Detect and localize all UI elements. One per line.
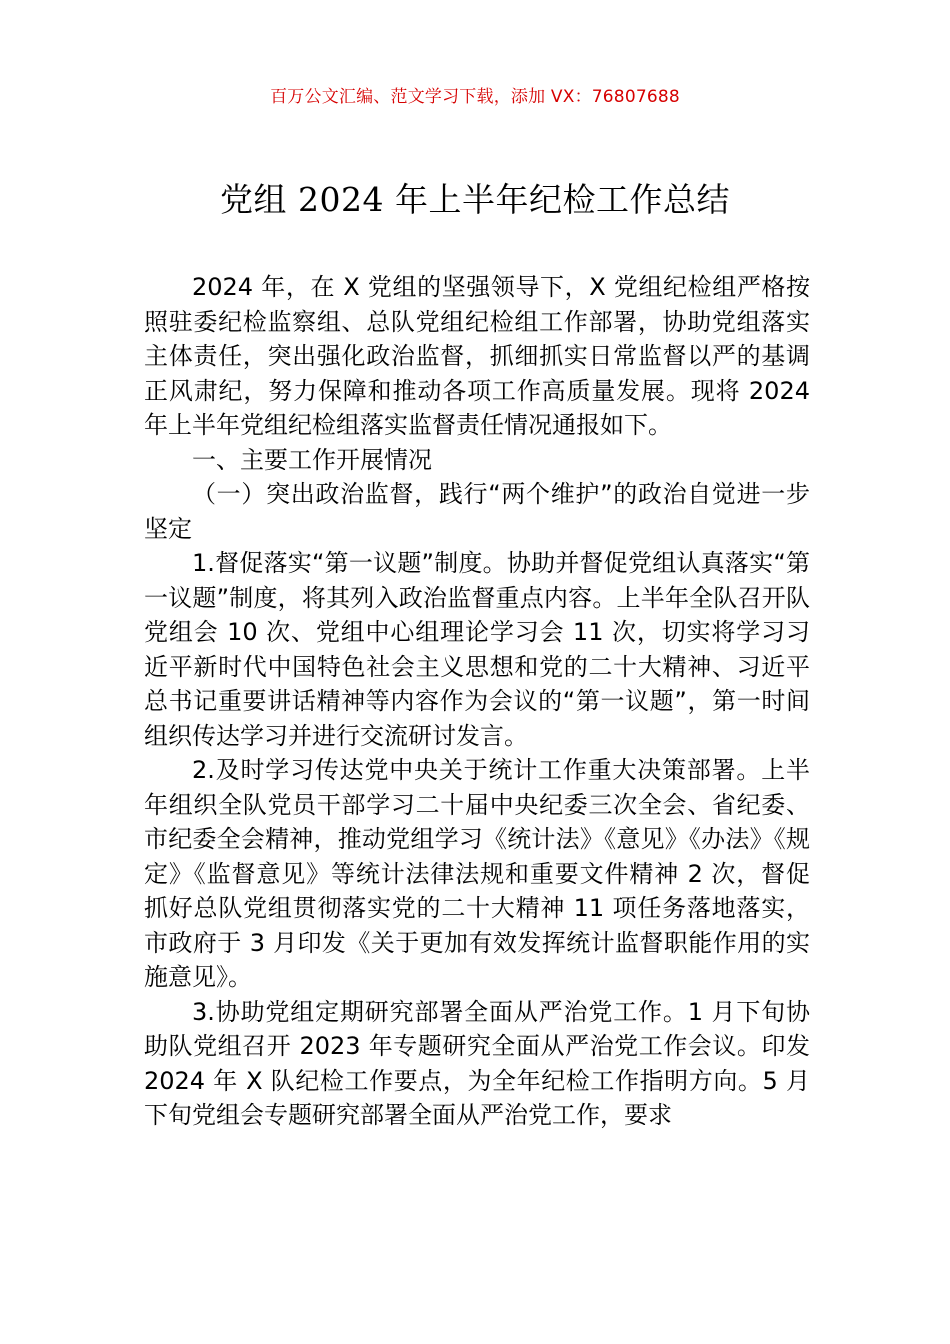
body-paragraph: 1.督促落实“第一议题”制度。协助并督促党组认真落实“第一议题”制度，将其列入政治监督重点内容。上半年全队召开队党组会 10 次、党组中心组理论学习会 11 次，切实将学习习近平新时代中国特色社会主义思想和党的二十大精神、习近平总书记重要讲话精神等内容作为会议的“第一议题”，第一时间组织传达学习并进行交流研讨发言。 — [144, 549, 810, 750]
watermark-header: 百万公文汇编、范文学习下载，添加 VX：76807688 — [270, 87, 680, 107]
document-body — [144, 270, 810, 1133]
section-heading: 一、主要工作开展情况 — [192, 445, 432, 474]
document-title: 党组 2024 年上半年纪检工作总结 — [220, 180, 730, 219]
intro-paragraph: 2024 年，在 X 党组的坚强领导下，X 党组纪检组严格按照驻委纪检监察组、总队党组纪检组工作部署，协助党组落实主体责任，突出强化政治监督，抓细抓实日常监督以严的基调正风肃纪，努力保障和推动各项工作高质量发展。现将 2024 年上半年党组纪检组落实监督责任情况通报如下。 — [144, 273, 810, 439]
body-paragraph: 2.及时学习传达党中央关于统计工作重大决策部署。上半年组织全队党员干部学习二十届中央纪委三次全会、省纪委、市纪委全会精神，推动党组学习《统计法》《意见》《办法》《规定》《监督意见》等统计法律法规和重要文件精神 2 次，督促抓好总队党组贯彻落实党的二十大精神 11 项任务落地落实，市政府于 3 月印发《关于更加有效发挥统计监督职能作用的实施意见》。 — [144, 756, 810, 991]
body-paragraph: 3.协助党组定期研究部署全面从严治党工作。1 月下旬协助队党组召开 2023 年专题研究全面从严治党工作会议。印发 2024 年 X 队纪检工作要点，为全年纪检工作指明方向。5 月下旬党组会专题研究部署全面从严治党工作，要求 — [144, 997, 810, 1129]
subsection-heading: （一）突出政治监督，践行“两个维护”的政治自觉进一步坚定 — [144, 480, 810, 543]
